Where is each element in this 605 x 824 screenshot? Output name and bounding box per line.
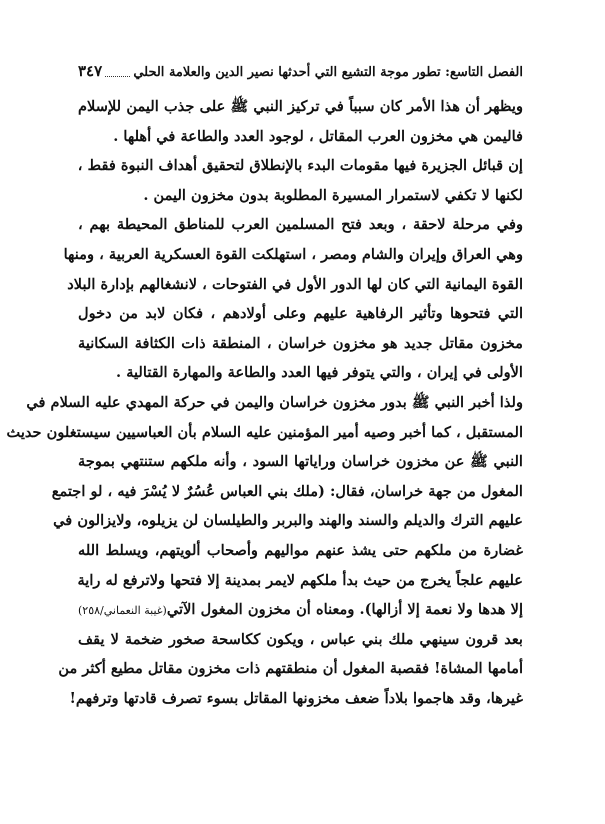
text-line	[78, 210, 523, 240]
text-line-content: ويظهر أن هذا الأمر كان سبباً في تركيز النبي ﷺ على جذب اليمن للإسلام	[78, 98, 523, 115]
text-line-content: التي فتحوها وتأثير الرفاهية عليهم وعلى أولادهم ، فكان لابد من دخول	[78, 305, 523, 323]
text-line-content: إن قبائل الجزيرة فيها مقومات البدء بالإنطلاق لتحقيق أهداف النبوة فقط ،	[77, 157, 523, 175]
text-line	[78, 595, 523, 625]
page-number: ٣٤٧	[78, 62, 103, 80]
text-line-content: لكنها لا تكفي لاستمرار المسيرة المطلوبة بدون مخزون اليمن .	[143, 186, 523, 204]
text-line	[78, 122, 523, 152]
text-line-content: أمامها المشاة! فقصبة المغول أن منطقتهم ذات مخزون مقاتل مطيع أكثر من	[58, 660, 523, 678]
text-line	[63, 240, 523, 270]
text-line	[69, 684, 523, 714]
text-line	[26, 388, 523, 418]
text-line	[78, 536, 523, 566]
text-line	[58, 654, 523, 684]
text-line-content: فاليمن هي مخزون العرب المقاتل ، لوجود العدد والطاعة في أهلها .	[113, 127, 523, 145]
text-line-content: غيرها، وقد هاجموا بلاداً ضعف مخزونها المقاتل بسوء تصرف قادتها وترفهم!	[69, 689, 523, 707]
running-header	[78, 62, 523, 82]
text-line-content: بعد قرون سينهي ملك بني عباس ، ويكون ككاسحة صخور ضخمة لا يقف	[78, 630, 523, 648]
text-line	[78, 625, 523, 655]
text-line-content: المستقبل ، كما أخبر وصيه أمير المؤمنين عليه السلام بأن العباسيين سيستغلون حديث	[6, 423, 523, 441]
text-line	[67, 270, 523, 300]
text-line	[53, 506, 523, 536]
text-line	[78, 299, 523, 329]
text-line-content: وفي مرحلة لاحقة ، وبعد فتح المسلمين العرب للمناطق المحيطة بهم ،	[78, 216, 523, 234]
text-line	[78, 329, 523, 359]
citation: (غيبة النعماني/٢٥٨)	[78, 604, 167, 618]
text-line	[51, 477, 523, 507]
text-line-content: الأولى في إيران ، والتي يتوفر فيها العدد والطاعة والمهارة القتالية .	[116, 364, 523, 382]
text-line-content: القوة اليمانية التي كان لها الدور الأول في الفتوحات ، لانشغالهم بإدارة البلاد	[67, 275, 523, 293]
text-line-content: عليهم الترك والديلم والسند والهند والبربر والطيلسان لن يزيلوه، ولايزالون في	[53, 512, 523, 530]
text-line-content: عليهم علجاً يخرج من حيث بدأ ملكهم لايمر بمدينة إلا فتحها ولاترفع له راية	[77, 571, 523, 589]
text-line-content: غضارة من ملكهم حتى يشذ عنهم مواليهم وأصحاب ألويتهم، ويسلط الله	[78, 541, 523, 559]
text-line-content: النبي ﷺ عن مخزون خراسان وراياتها السود ، وأنه ملكهم ستنتهي بموجة	[78, 453, 523, 471]
text-line	[78, 566, 523, 596]
body-text	[6, 92, 523, 713]
header-dot-leader	[105, 75, 130, 77]
text-line-content: مخزون مقاتل جديد هو مخزون خراسان ، المنطقة ذات الكثافة السكانية	[78, 334, 523, 352]
text-line-content: المغول من جهة خراسان، فقال: (ملك بني العباس عُسُرٌ لا يُسْرَ فيه ، لو اجتمع	[51, 482, 523, 500]
text-line-content: ولذا أخبر النبي ﷺ بدور مخزون خراسان واليمن في حركة المهدي عليه السلام في	[26, 393, 523, 411]
chapter-title: الفصل التاسع: تطور موجة التشيع التي أحدثها نصير الدين والعلامة الحلي	[133, 65, 523, 80]
text-line	[6, 418, 523, 448]
text-line	[78, 447, 523, 477]
text-line	[78, 358, 523, 388]
text-line	[78, 181, 523, 211]
text-line	[78, 151, 523, 181]
text-line-content: إلا هدها ولا نعمة إلا أزالها). ومعناه أن مخزون المغول الآتي	[166, 601, 523, 619]
text-line-content: وهي العراق وإيران والشام ومصر ، استهلكت القوة العسكرية العربية ، ومنها	[63, 245, 523, 263]
text-line	[78, 92, 523, 122]
